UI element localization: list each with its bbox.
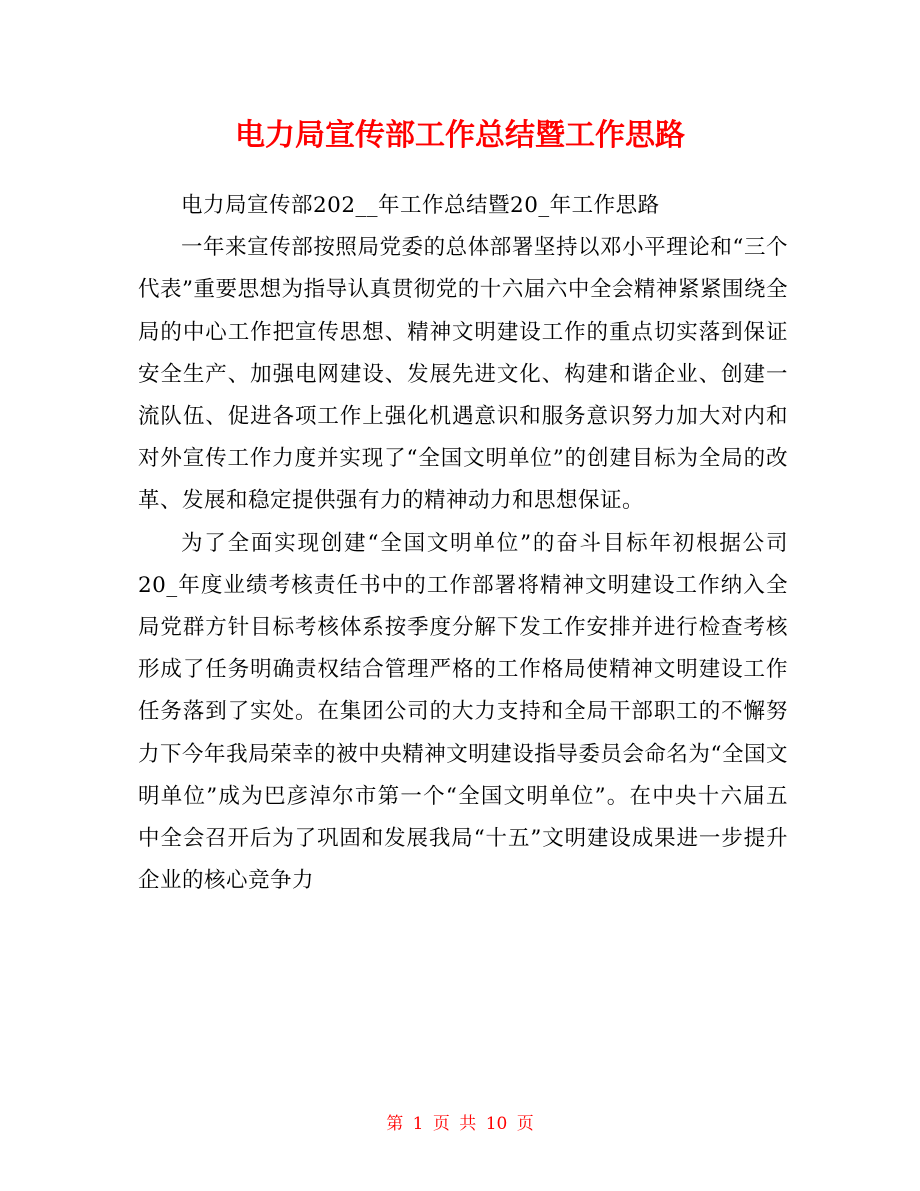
page-number-footer: 第 1 页 共 10 页 — [386, 1114, 534, 1134]
document-subtitle: 电力局宣传部202__年工作总结暨20_年工作思路 — [181, 193, 660, 218]
body-paragraph-1: 一年来宣传部按照局党委的总体部署坚持以邓小平理论和“三个代表”重要思想为指导认真贯彻党的十六届六中全会精神紧紧围绕全局的中心工作把宣传思想、精神文明建设工作的重点切实落到保证安全生产、加强电网建设、发展先进文化、构建和谐企业、创建一流队伍、促进各项工作上强化机遇意识和服务意识努力加大对内和对外宣传工作力度并实现了“全国文明单位”的创建目标为全局的改革、发展和稳定提供强有力的精神动力和思想保证。 — [138, 235, 788, 514]
document-body — [138, 185, 788, 902]
document-title: 电力局宣传部工作总结暨工作思路 — [235, 118, 685, 153]
body-paragraph-2: 为了全面实现创建“全国文明单位”的奋斗目标年初根据公司20_年度业绩考核责任书中的工作部署将精神文明建设工作纳入全局党群方针目标考核体系按季度分解下发工作安排并进行检查考核形成了任务明确责权结合管理严格的工作格局使精神文明建设工作任务落到了实处。在集团公司的大力支持和全局干部职工的不懈努力下今年我局荣幸的被中央精神文明建设指导委员会命名为“全国文明单位”成为巴彦淖尔市第一个“全国文明单位”。在中央十六届五中全会召开后为了巩固和发展我局“十五”文明建设成果进一步提升企业的核心竞争力 — [138, 530, 788, 894]
